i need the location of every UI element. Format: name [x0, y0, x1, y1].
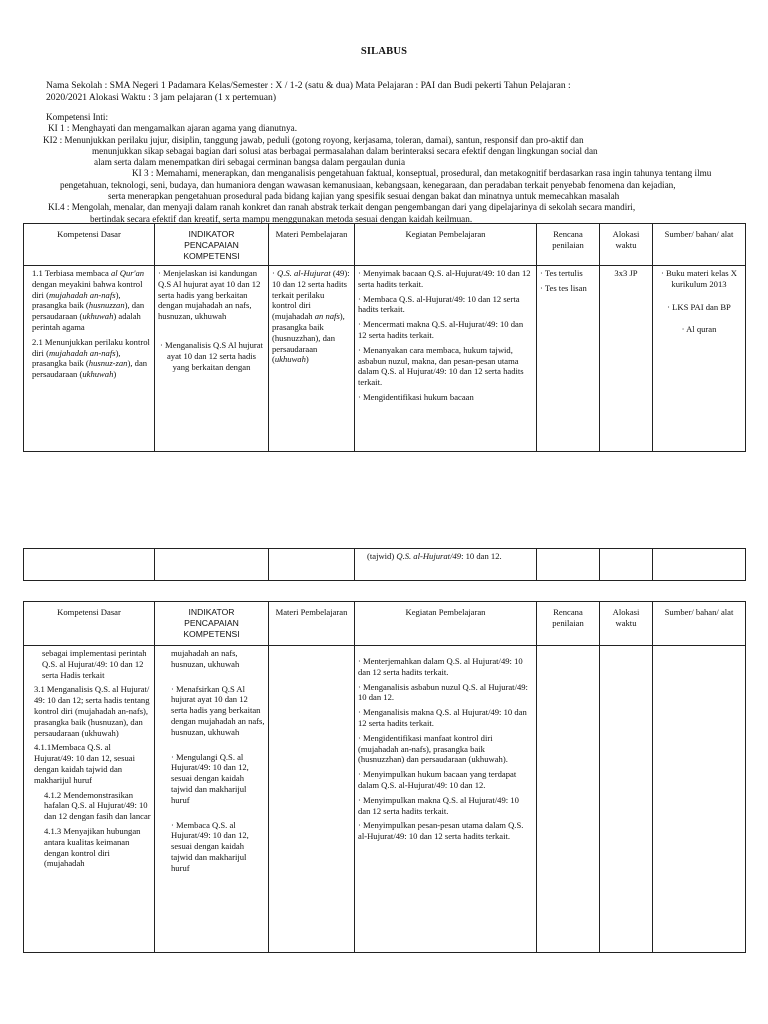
kegiatan-item: · Mengidentifikasi manfaat kontrol diri (mujahadah an-nafs), prasangka baik (husnuzzhan) dan persaudaraan (ukhuwah). [358, 732, 508, 765]
kd-item: 3.1 Menganalisis Q.S. al Hujurat/ 49: 10 dan 12; serta hadis tentang kontrol diri (mujahadah an-nafs), prasangka baik (husnuzan), dan persaudaraan (ukhuwah) [34, 684, 150, 738]
materi-cell [269, 549, 355, 581]
header-sumber: Sumber/ bahan/ alat [653, 602, 746, 646]
syllabus-table-1 [23, 223, 746, 452]
syllabus-table-2 [23, 548, 746, 581]
kegiatan-item: · Menyimpulkan hukum bacaan yang terdapat dalam Q.S. al-Hujurat/49: 10 dan 12. [358, 769, 517, 790]
alokasi-cell: 3x3 JP [600, 266, 653, 452]
syllabus-table-3 [23, 601, 746, 953]
kd-1-1: 1.1 Terbiasa membaca al Qur'an dengan meyakini bahwa kontrol diri (mujahadah an-nafs), prasangka baik (husnuzzan), dan persaudaraan (ukhuwah) adalah perintah agama [32, 268, 145, 332]
ki-heading: Kompetensi Inti: [46, 112, 109, 122]
kegiatan-item: · Menyimpulkan pesan-pesan utama dalam Q.S. al-Hujurat/49: 10 dan 12 serta hadits terkait. [358, 820, 524, 842]
rencana-cell [537, 266, 600, 452]
kegiatan-cell [355, 266, 537, 452]
kd-item: 4.1.3 Menyajikan hubungan antara kualitas keimanan dengan kontrol diri (mujahadah [44, 825, 141, 869]
sumber-cell [653, 266, 746, 452]
indikator-cell [155, 646, 269, 953]
kd-2-1: 2.1 Menunjukkan perilaku kontrol diri (mujahadah an-nafs), prasangka baik (husnuz-zan), dan persaudaraan (ukhuwah) [32, 336, 150, 380]
alokasi-cell [600, 549, 653, 581]
indikator-item: · Mengulangi Q.S. al Hujurat/49: 10 dan 12, sesuai dengan kaidah tajwid dan makharijul huruf [171, 751, 249, 805]
table-row [24, 549, 746, 581]
table-row [24, 646, 746, 953]
ki-line: KI 1 : Menghayati dan mengamalkan ajaran agama yang dianutnya. [48, 123, 297, 134]
header-kegiatan: Kegiatan Pembelajaran [355, 602, 537, 646]
kd-item: 4.1.2 Mendemonstrasikan hafalan Q.S. al Hujurat/49: 10 dan 12 dengan fasih dan lancar [44, 789, 151, 822]
kegiatan-item: · Menganalisis makna Q.S. al Hujurat/49: 10 dan 12 serta hadits terkait. [358, 707, 527, 728]
ki-line: alam serta dalam menempatkan diri sebagai cerminan bangsa dalam pergaulan dunia [94, 157, 406, 168]
header-rencana: Rencana penilaian [537, 224, 600, 266]
sumber-cell [653, 646, 746, 953]
rencana-item: · Tes tertulis [540, 268, 583, 278]
kegiatan-item: · Menganalisis asbabun nuzul Q.S. al Hujurat/49: 10 dan 12. [358, 681, 528, 703]
kd-cell [24, 646, 155, 953]
header-indikator: INDIKATOR PENCAPAIAN KOMPETENSI [155, 224, 269, 266]
rencana-cell [537, 646, 600, 953]
header-kegiatan: Kegiatan Pembelajaran [355, 224, 537, 266]
school-info [46, 80, 646, 104]
ki-line: KI 3 : Memahami, menerapkan, dan menganalisis pengetahuan faktual, konseptual, prosedural, dan metakognitif berdasarkan rasa ingin tahunya tentang ilmu [132, 168, 712, 179]
header-row [24, 224, 746, 266]
indikator-cell [155, 266, 269, 452]
kegiatan-item: · Menterjemahkan dalam Q.S. al Hujurat/49: 10 dan 12 serta hadits terkait. [358, 656, 523, 677]
rencana-item: · Tes tes lisan [540, 282, 587, 293]
indikator-item: · Menafsirkan Q.S Al hujurat ayat 10 dan 12 serta hadis yang berkaitan dengan mujahadah an nafs, husnuzan, ukhuwah [171, 683, 265, 737]
ki-line: pengetahuan, teknologi, seni, budaya, dan humaniora dengan wawasan kemanusiaan, kebangsaan, kenegaraan, dan peradaban terkait penyebab fenomena dan kejadian, [60, 179, 676, 190]
header-alokasi: Alokasi waktu [600, 602, 653, 646]
header-sumber: Sumber/ bahan/ alat [653, 224, 746, 266]
indikator-item: mujahadah an nafs, husnuzan, ukhuwah [171, 648, 240, 669]
sumber-cell [653, 549, 746, 581]
materi-cell [269, 646, 355, 953]
table-row [24, 266, 746, 452]
kd-item: sebagai implementasi perintah Q.S. al Hujurat/49: 10 dan 12 serta Hadis terkait [42, 648, 147, 680]
school-info-line-2: 2020/2021 Alokasi Waktu : 3 jam pelajaran (1 x pertemuan) [46, 92, 277, 103]
kegiatan-cell: (tajwid) Q.S. al-Hujurat/49: 10 dan 12. [355, 549, 537, 581]
indikator-item: · Membaca Q.S. al Hujurat/49: 10 dan 12, sesuai dengan kaidah tajwid dan makharijul huruf [171, 819, 249, 873]
kd-item: 4.1.1Membaca Q.S. al Hujurat/49: 10 dan 12, sesuai dengan kaidah tajwid dan makharijul huruf [34, 742, 135, 785]
ki-line: serta menerapkan pengetahuan prosedural pada bidang kajian yang spesifik sesuai dengan bakat dan minatnya untuk memecahkan masalah [108, 191, 620, 202]
kegiatan-cell [355, 646, 537, 953]
ki-line: menunjukkan sikap sebagai bagian dari solusi atas berbagai permasalahan dalam berinteraksi secara efektif dengan lingkungan social dan [92, 145, 598, 156]
ki-line: KI2 : Menunjukkan perilaku jujur, disiplin, tanggung jawab, peduli (gotong royong, kerjasama, toleran, damai), santun, responsif dan pro-aktif dan [43, 134, 584, 145]
ki-line: bertindak secara efektif dan kreatif, serta mampu menggunakan metoda sesuai dengan kaidah keilmuan. [90, 213, 473, 224]
materi-cell [269, 266, 355, 452]
document-title: SILABUS [360, 46, 408, 57]
header-rencana: Rencana penilaian [537, 602, 600, 646]
sumber-item: · Al quran [681, 324, 717, 335]
indikator-item: · Menjelaskan isi kandungan Q.S Al hujurat ayat 10 dan 12 serta hadis yang berkaitan dengan mujahadah an nafs, husnuzan, ukhuwah [158, 268, 261, 322]
alokasi-cell [600, 646, 653, 953]
kompetensi-inti [40, 112, 730, 225]
kegiatan-item: · Menyimak bacaan Q.S. al-Hujurat/49: 10 dan 12 serta hadits terkait. [358, 268, 531, 289]
header-kompetensi-dasar: Kompetensi Dasar [24, 224, 155, 266]
header-alokasi: Alokasi waktu [600, 224, 653, 266]
kegiatan-item: · Membaca Q.S. al-Hujurat/49: 10 dan 12 serta hadits terkait. [358, 293, 520, 315]
school-info-line-1: Nama Sekolah : SMA Negeri 1 Padamara Kelas/Semester : X / 1-2 (satu & dua) Mata Pelajaran : PAI dan Budi pekerti Tahun Pelajaran : [46, 80, 571, 91]
header-row [24, 602, 746, 646]
header-indikator: INDIKATOR PENCAPAIAN KOMPETENSI [155, 602, 269, 646]
materi-item: · Q.S. al-Hujurat (49): 10 dan 12 serta hadits terkait perilaku kontrol diri (mujahadah an nafs), prasangka baik (husnuzzhan), dan persaudaraan (ukhuwah) [272, 268, 350, 365]
header-materi: Materi Pembelajaran [269, 602, 355, 646]
indikator-cell [155, 549, 269, 581]
header-materi: Materi Pembelajaran [269, 224, 355, 266]
indikator-item: · Menganalisis Q.S Al hujurat ayat 10 dan 12 serta hadis yang berkaitan dengan [160, 339, 263, 372]
kegiatan-item: · Menanyakan cara membaca, hukum tajwid, asbabun nuzul, makna, dan pesan-pesan utama dalam Q.S. al Hujurat/49: 10 dan 12 serta hadits terkait. [358, 344, 524, 388]
kegiatan-item: · Menyimpulkan makna Q.S. al Hujurat/49: 10 dan 12 serta hadits terkait. [358, 794, 519, 816]
sumber-item: · LKS PAI dan BP [667, 301, 731, 312]
kd-cell [24, 549, 155, 581]
sumber-item: · Buku materi kelas X kurikulum 2013 [661, 268, 737, 289]
rencana-cell [537, 549, 600, 581]
kd-cell [24, 266, 155, 452]
header-kompetensi-dasar: Kompetensi Dasar [24, 602, 155, 646]
kegiatan-item: · Mengidentifikasi hukum bacaan [358, 391, 474, 402]
ki-line: KI.4 : Mengolah, menalar, dan menyaji dalam ranah konkret dan ranah abstrak terkait dengan pengembangan dari yang dipelajarinya di sekolah secara mandiri, [48, 202, 636, 213]
kegiatan-item: · Mencermati makna Q.S. al-Hujurat/49: 10 dan 12 serta hadits terkait. [358, 319, 524, 340]
